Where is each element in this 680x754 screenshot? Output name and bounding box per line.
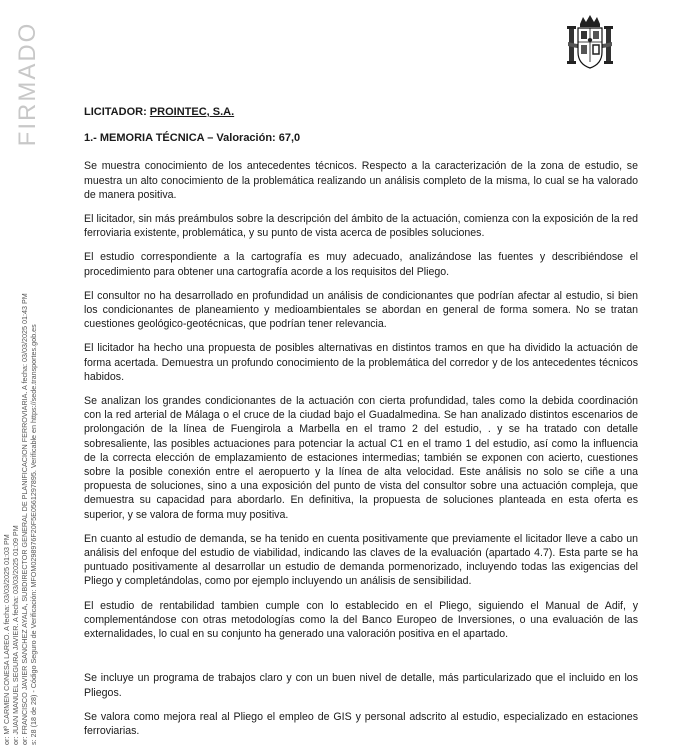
paragraph: En cuanto al estudio de demanda, se ha tenido en cuenta positivamente que previamente el licitador lleve a cabo un análisis del enfoque del estudio de viabilidad, indicando las claves de la evaluación (apartado 4.7). Esta parte se ha puntuado positivamente al desarrollar un estudio de demanda pormenorizado, incluyendo todas las exigencias del Pliego y completándolas, como por ejemplo incluyendo un análisis de sensibilidad. [84, 532, 638, 588]
paragraph: Se analizan los grandes condicionantes de la actuación con cierta profundidad, tales como la debida coordinación con la red arterial de Málaga o el cruce de la ciudad bajo el Guadalmedina. Se han analizado distintos escenarios de prolongación de la línea de Fuengirola a Marbella en el tramo 2 del estudio, . y se ha tratado con detalle sobresaliente, las posibles actuaciones para potenciar la actual C1 en el tramo 1 del estudio, así como la influencia de la correcta elección de emplazamiento de estaciones intermedias; también se exponen con acierto, cuestiones sobre la posible conexión entre el aeropuerto y la línea de alta velocidad. Este análisis no solo se ciñe a una propuesta de soluciones, sino a una exposición del punto de vista del consultor sobre una actuación compleja, que demuestra su capacidad para abordarlo. En definitiva, la propuesta de soluciones planteada en esta oferta es superior, y se valora de forma muy positiva. [84, 395, 638, 521]
paragraph: Se muestra conocimiento de los antecedentes técnicos. Respecto a la caracterización de la zona de estudio, se muestra un alto conocimiento de la problemática realizando un análisis completo de la misma, lo cual se ha valorado de manera positiva. [84, 160, 638, 201]
paragraph: El estudio de rentabilidad tambien cumple con lo establecido en el Pliego, siguiendo el Manual de Adif, y complementándose con otras metodologías como la del Banco Europeo de Inversiones, o una evaluación de las externalidades, lo cual en su conjunto ha generado una valoración positiva en el apartado. [84, 599, 638, 641]
licitador-name: PROINTEC, S.A. [149, 106, 235, 118]
licitador-label: LICITADOR: [84, 106, 150, 118]
signature-line: or: Mª CARMEN CONESA LAREO. A fecha: 03/03/2025 01:03 PM [2, 534, 11, 745]
firmado-text: FIRMADO [14, 21, 41, 147]
paragraph: El licitador, sin más preámbulos sobre la descripción del ámbito de la actuación, comienza con la exposición de la red ferroviaria existente, problemática, y su punto de vista acerca de posibles soluciones. [84, 213, 638, 240]
firmado-watermark [14, 14, 42, 154]
signature-line: or: JUAN MANUEL SEGURA JAVIER. A fecha: 03/03/2025 01:09 PM [11, 525, 20, 745]
paragraph: El estudio correspondiente a la cartografía es muy adecuado, analizándose las fuentes y describiéndose el procedimiento para obtener una cartografía acorde a los requisitos del Pliego. [84, 251, 638, 278]
paragraph: El consultor no ha desarrollado en profundidad un análisis de condicionantes que podrían afectar al estudio, si bien los condicionantes de planeamiento y medioambientales se abordan en general de forma somera. No se tratan cuestiones geológico-geotécnicas, que podrían tener relevancia. [84, 289, 638, 331]
paragraph: Se incluye un programa de trabajos claro y con un buen nivel de detalle, más particularizado que el incluido en los Pliegos. [84, 672, 638, 699]
coat-of-arms-icon [566, 14, 614, 72]
signature-line: or: FRANCISCO JAVIER SANCHEZ AYALA, SUBDIRECTOR GENERAL DE PLANIFICACION FERROVIARIA. A fecha: 03/03/2025 01:43 PM [20, 293, 29, 745]
paragraph: Se valora como mejora real al Pliego el empleo de GIS y personal adscrito al estudio, especializado en estaciones ferroviarias. [84, 710, 638, 737]
licitador-heading [84, 105, 638, 119]
paragraph: El licitador ha hecho una propuesta de posibles alternativas en distintos tramos en que ha dividido la actuación de forma acertada. Demuestra un profundo conocimiento de la problemática del corredor y de los antecedentes técnicos habidos. [84, 342, 638, 383]
document-body [84, 105, 638, 748]
section-title: 1.- MEMORIA TÉCNICA – Valoración: 67,0 [84, 132, 301, 145]
signature-sidebar [0, 160, 80, 754]
verification-line: s: 28 (18 de 28) - Código Seguro de Verificación: MFOM0298976F20F5E0561297895. Verificable en https://sede.transportes.gob.es [29, 324, 38, 745]
